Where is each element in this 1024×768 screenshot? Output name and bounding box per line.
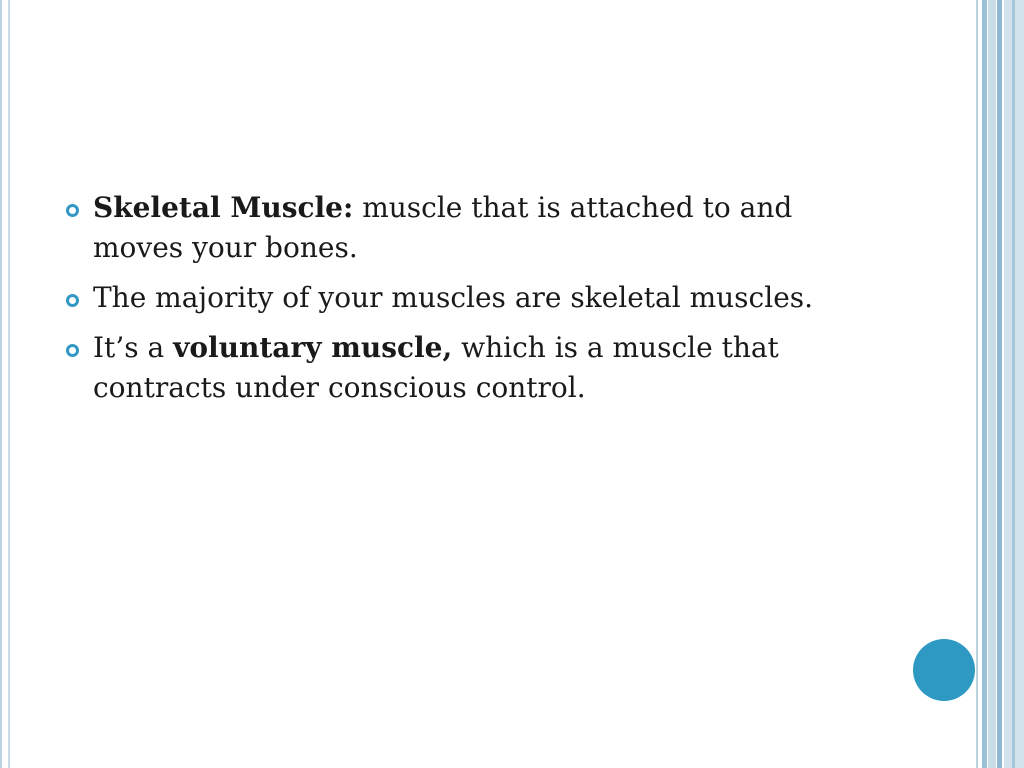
bullet-text-prefix: It’s a [93, 331, 174, 364]
bullet-ring-icon [66, 344, 79, 357]
bullet-bold-term: voluntary muscle, [173, 331, 453, 364]
right-stripe [997, 0, 1002, 768]
bullet-item-voluntary [58, 328, 888, 408]
right-stripe [1012, 0, 1015, 768]
right-stripe [982, 0, 987, 768]
bullet-text-suffix: which is a muscle that contracts under conscious control. [93, 331, 779, 404]
bullet-item-skeletal-muscle [58, 188, 888, 268]
right-stripe [976, 0, 978, 768]
bullet-item-majority [58, 278, 888, 318]
bullet-ring-icon [66, 204, 79, 217]
bullet-text: The majority of your muscles are skeletal muscles. [93, 281, 814, 314]
bullet-bold-term: Skeletal Muscle: [93, 191, 354, 224]
left-border-line-inner [8, 0, 10, 768]
bullet-list [58, 188, 888, 418]
bullet-text: muscle that is attached to and moves your bones. [93, 191, 793, 264]
decorative-circle [913, 639, 975, 701]
right-stripe [988, 0, 996, 768]
left-border-line [0, 0, 2, 768]
bullet-ring-icon [66, 294, 79, 307]
